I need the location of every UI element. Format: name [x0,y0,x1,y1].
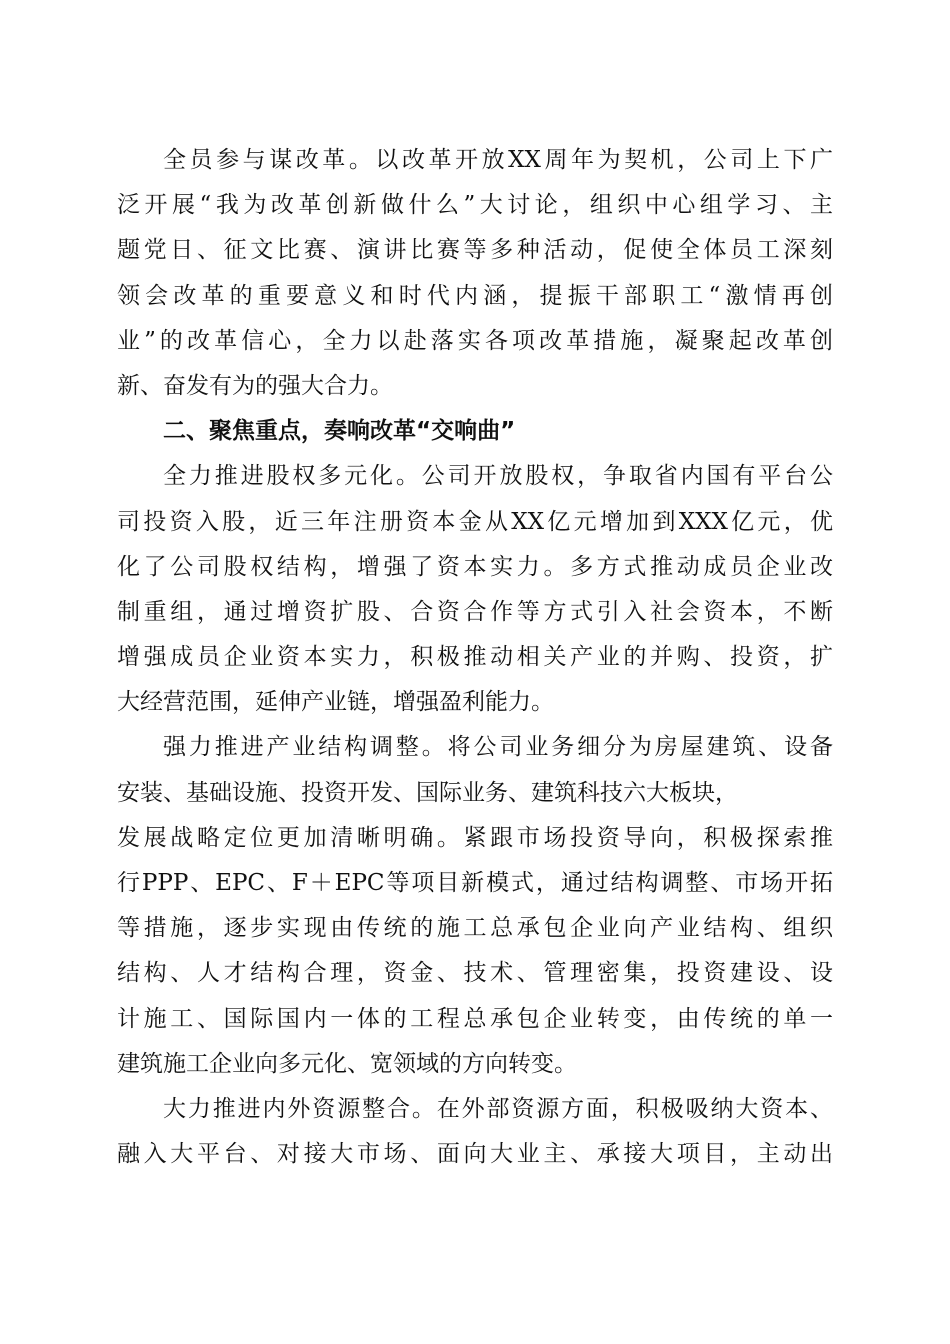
text-line: 全员参与谋改革。以改革开放XX周年为契机，公司上下广 [163,147,833,173]
paragraph-reform-participation [117,138,833,409]
text-line: 大经营范围，延伸产业链，增强盈利能力。 [117,689,554,716]
text-line: 化了公司股权结构，增强了资本实力。多方式推动成员企业改 [117,553,833,580]
text-line: 安装、基础设施、投资开发、国际业务、建筑科技六大板块， [117,779,738,806]
heading-text: 二、聚焦重点，奏响改革“交响曲” [163,418,516,445]
text-line: 建筑施工企业向多元化、宽领域的方向转变。 [117,1050,577,1077]
text-line: 题党日、征文比赛、演讲比赛等多种活动，促使全体员工深刻 [117,237,833,264]
text-line: 结构、人才结构合理，资金、技术、管理密集，投资建设、设 [117,960,833,987]
text-line: 司投资入股，近三年注册资本金从XX亿元增加到XXX亿元，优 [117,508,833,535]
text-line: 制重组，通过增资扩股、合资合作等方式引入社会资本，不断 [117,598,833,625]
section-heading [117,409,833,454]
text-line: 增强成员企业资本实力，积极推动相关产业的并购、投资，扩 [117,644,833,671]
text-line: 强力推进产业结构调整。将公司业务细分为房屋建筑、设备 [163,734,833,761]
text-line: 新、奋发有为的强大合力。 [117,372,393,399]
text-line: 行PPP、EPC、F＋EPC等项目新模式，通过结构调整、市场开拓 [117,870,833,896]
text-line: 领会改革的重要意义和时代内涵，提振干部职工“激情再创 [117,282,833,309]
text-line: 等措施，逐步实现由传统的施工总承包企业向产业结构、组织 [117,915,833,942]
text-line: 大力推进内外资源整合。在外部资源方面，积极吸纳大资本、 [163,1095,833,1122]
paragraph-equity-diversification [117,454,833,725]
paragraph-resource-integration [117,1087,833,1177]
text-line: 泛开展“我为改革创新做什么”大讨论，组织中心组学习、主 [117,192,833,219]
text-line: 全力推进股权多元化。公司开放股权，争取省内国有平台公 [163,463,833,490]
text-line: 融入大平台、对接大市场、面向大业主、承接大项目，主动出 [117,1141,833,1168]
text-line: 发展战略定位更加清晰明确。紧跟市场投资导向，积极探索推 [117,824,833,851]
text-line: 计施工、国际国内一体的工程总承包企业转变，由传统的单一 [117,1005,833,1032]
paragraph-industry-restructuring [117,725,833,1087]
document-body [117,138,833,1177]
text-line: 业”的改革信心，全力以赴落实各项改革措施，凝聚起改革创 [117,327,833,354]
